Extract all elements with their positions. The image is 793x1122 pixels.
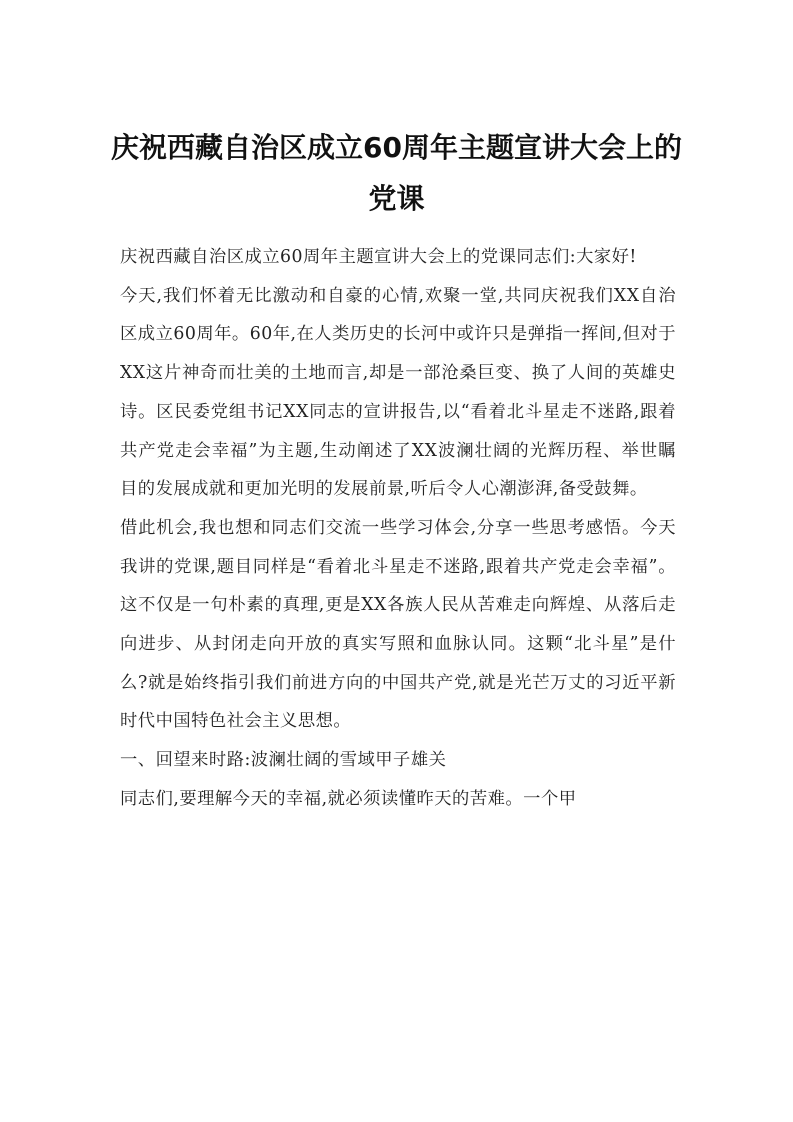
paragraph-theme: 借此机会,我也想和同志们交流一些学习体会,分享一些思考感悟。今天我讲的党课,题目同样是“看着北斗星走不迷路,跟着共产党走会幸福”。这不仅是一句朴素的真理,更是XX各族人民从苦难走向辉煌、从落后走向进步、从封闭走向开放的真实写照和血脉认同。这颗“北斗星”是什么?就是始终指引我们前进方向的中国共产党,就是光芒万丈的习近平新时代中国特色社会主义思想。 [120,517,676,732]
paragraph-intro: 今天,我们怀着无比激动和自豪的心情,欢聚一堂,共同庆祝我们XX自治区成立60周年。60年,在人类历史的长河中或许只是弹指一挥间,但对于XX这片神奇而壮美的土地而言,却是一部沧桑巨变、换了人间的英雄史诗。区民委党组书记XX同志的宣讲报告,以“看着北斗星走不迷路,跟着共产党走会幸福”为主题,生动阐述了XX波澜壮阔的光辉历程、举世瞩目的发展成就和更加光明的发展前景,听后令人心潮澎湃,备受鼓舞。 [120,285,676,500]
paragraph-section-start: 同志们,要理解今天的幸福,就必须读懂昨天的苦难。一个甲 [120,788,577,809]
paragraph-greeting: 庆祝西藏自治区成立60周年主题宣讲大会上的党课同志们:大家好! [120,247,637,267]
document-title: 庆祝西藏自治区成立60周年主题宣讲大会上的党课 [111,131,682,215]
section-heading: 一、回望来时路:波澜壮阔的雪域甲子雄关 [120,750,447,771]
document-body [120,238,676,819]
